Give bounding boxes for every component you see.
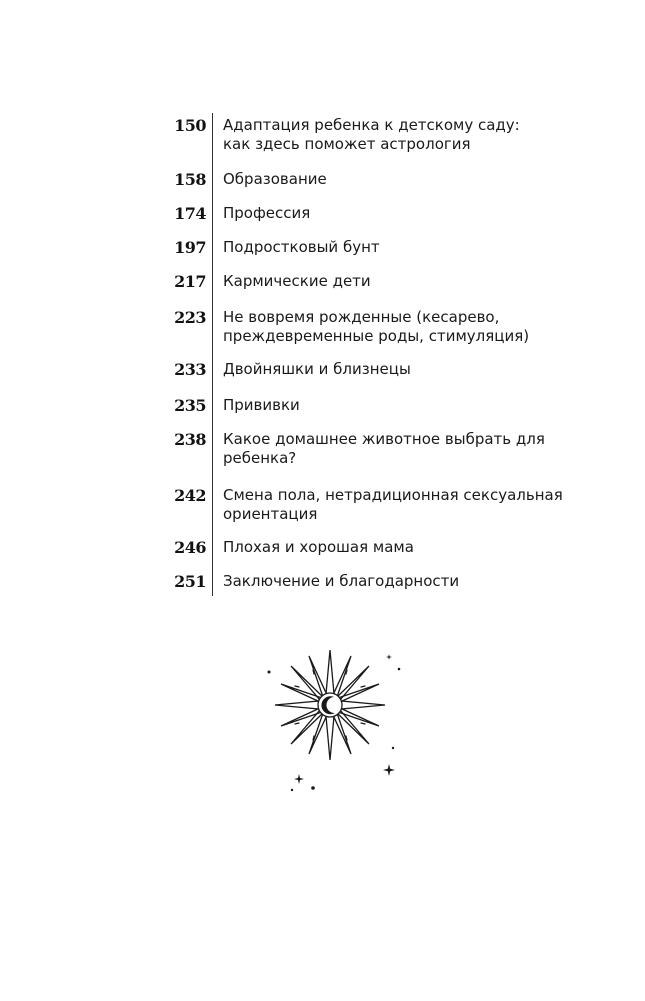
entry-title-line: ориентация [223,505,318,523]
page-number: 242 [174,486,206,505]
page-number: 217 [174,272,206,291]
entry-title-line: как здесь поможет астрология [223,135,471,153]
entry-title [223,170,623,189]
entry-title-line: преждевременные роды, стимуляция) [223,327,530,345]
entry-title-line: Подростковый бунт [223,238,380,256]
entry-title-line: Не вовремя рожденные (кесарево, [223,308,500,326]
page-number: 246 [174,538,206,557]
entry-title [223,272,623,291]
entry-title-line: Образование [223,170,327,188]
entry-title [223,238,623,257]
entry-title-line: Адаптация ребенка к детскому саду: [223,116,520,134]
entry-title [223,538,623,557]
page-number: 233 [174,360,206,379]
entry-title-line: Кармические дети [223,272,371,290]
page-number: 158 [174,170,206,189]
entry-title [223,396,623,415]
divider-line [212,113,213,596]
entry-title-line: ребенка? [223,449,297,467]
page-number: 251 [174,572,206,591]
entry-title-line: Двойняшки и близнецы [223,360,411,378]
page-number: 223 [174,308,206,327]
entry-title [223,430,623,468]
entry-title-line: Смена пола, нетрадиционная сексуальная [223,486,563,504]
entry-title [223,308,623,346]
star-with-crescent-moon-icon [265,640,405,800]
page-number: 150 [174,116,206,135]
entry-title-line: Заключение и благодарности [223,572,460,590]
entry-title [223,204,623,223]
entry-title-line: Какое домашнее животное выбрать для [223,430,545,448]
entry-title-line: Профессия [223,204,311,222]
page-number: 238 [174,430,206,449]
entry-title [223,360,623,379]
page-number: 197 [174,238,206,257]
entry-title [223,116,623,154]
page-number: 174 [174,204,206,223]
page-number: 235 [174,396,206,415]
entry-title-line: Прививки [223,396,300,414]
entry-title-line: Плохая и хорошая мама [223,538,414,556]
entry-title [223,572,623,591]
entry-title [223,486,623,524]
